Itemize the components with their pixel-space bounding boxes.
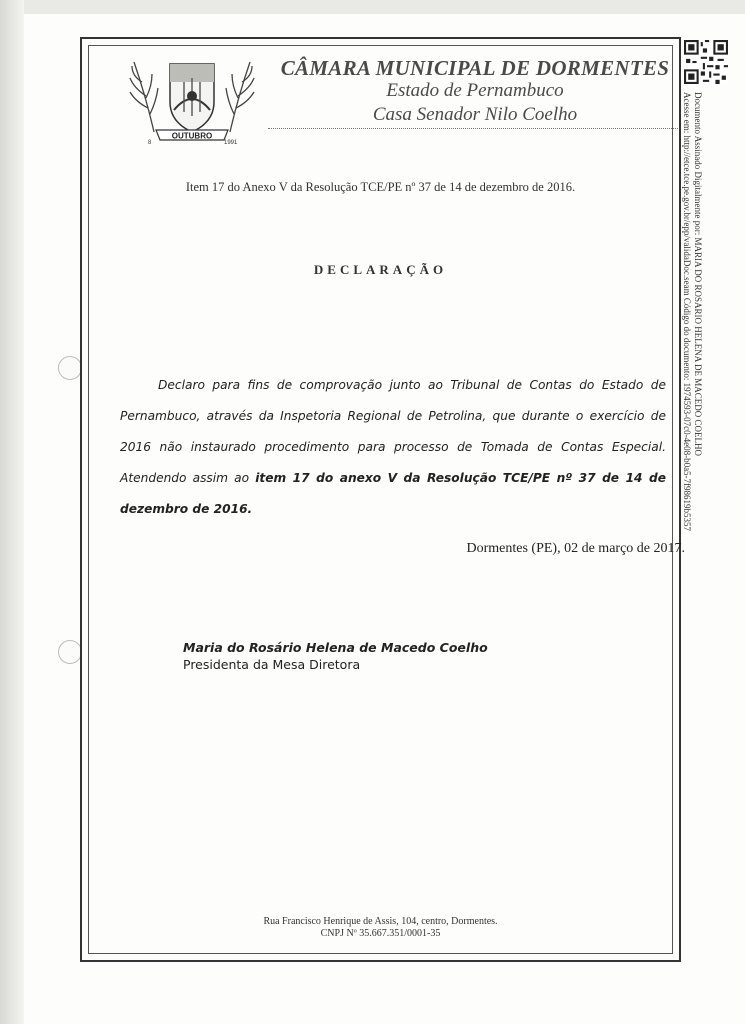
- signature-note-line-2: Acesse em: http://etce.tce.pe.gov.br/epp/validaDoc.seam Código do documento: 1974593-07c0-4e08-b0a5-7f98619b5357: [682, 92, 692, 532]
- digital-signature-note: [682, 92, 716, 592]
- chamber-name: CÂMARA MUNICIPAL DE DORMENTES: [280, 56, 670, 80]
- scan-edge-left: [0, 0, 24, 1024]
- seal-day-text: 8: [148, 140, 152, 146]
- punch-hole-bottom: [58, 640, 82, 664]
- footer-address: Rua Francisco Henrique de Assis, 104, centro, Dormentes.: [263, 916, 498, 927]
- declaration-text: Declaro para fins de comprovação junto ao Tribunal de Contas do Estado de Pernambuco, através da Inspetoria Regional de Petrolina, que durante o exercício de 2016 não instaurado procedimento para processo de Tomada de Contas Especial. Atendendo assim ao: [120, 378, 666, 485]
- header-divider: [268, 128, 678, 129]
- signatory-name: Maria do Rosário Helena de Macedo Coelho: [183, 640, 488, 655]
- municipal-seal-icon: [126, 52, 258, 146]
- seal-year-text: 1991: [224, 140, 238, 146]
- document-title: DECLARAÇÃO: [313, 262, 448, 277]
- state-name: Estado de Pernambuco: [386, 80, 564, 101]
- seal-banner-text: OUTUBRO: [171, 131, 213, 141]
- reference-line: Item 17 do Anexo V da Resolução TCE/PE nº 37 de 14 de dezembro de 2016.: [185, 180, 576, 194]
- declaration-body: [120, 370, 666, 525]
- date-line: Dormentes (PE), 02 de março de 2017.: [466, 541, 685, 556]
- declaration-bold-reference: item 17 do anexo V da Resolução TCE/PE nº 37 de 14 de dezembro de 2016.: [120, 471, 667, 516]
- punch-hole-top: [58, 356, 82, 380]
- footer-cnpj: CNPJ Nº 35.667.351/0001-35: [320, 928, 441, 939]
- scan-edge-top: [0, 0, 745, 14]
- house-name: Casa Senador Nilo Coelho: [372, 104, 578, 125]
- qr-code-icon: [684, 40, 728, 84]
- declaration-paragraph: [120, 370, 666, 525]
- signature-note-line-1: Documento Assinado Digitalmente por: MARIA DO ROSARIO HELENA DE MACEDO COELHO: [693, 92, 703, 456]
- signatory-role: Presidenta da Mesa Diretora: [183, 657, 361, 672]
